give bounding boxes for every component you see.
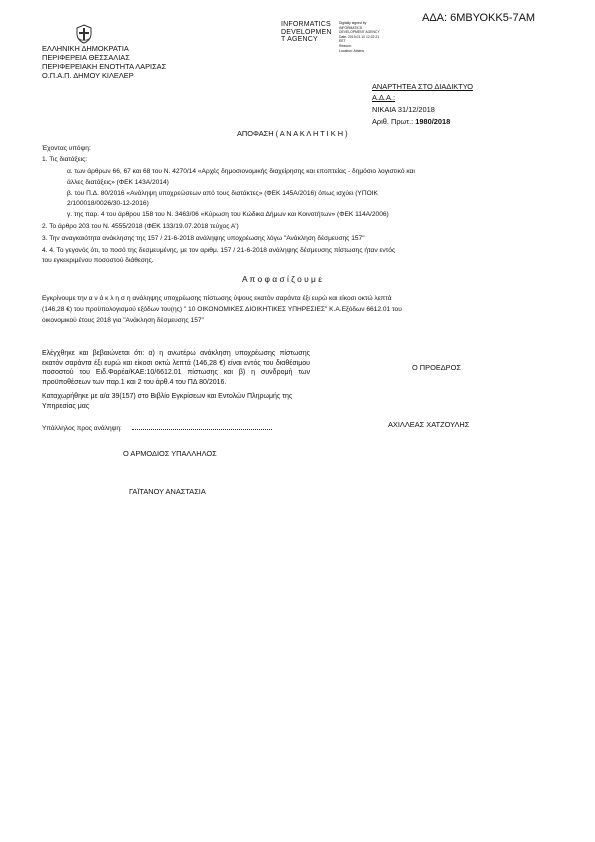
consideration-1a-cont: άλλες διατάξεις» (ΦΕΚ 143Α/2014) [67,179,169,186]
posting-ada-label: Α.Δ.Α.: [372,93,396,102]
decision-title: ΑΠΟΦΑΣΗ ( Α Ν Α Κ Λ Η Τ Ι Κ Η ) [237,129,348,138]
decide-heading: Α π ο φ α σ ί ζ ο υ μ ε [242,274,322,284]
protocol-line [372,117,450,126]
consideration-1a: α. των άρθρων 66, 67 και 68 του Ν. 4270/14 «Αρχές δημοσιονομικής διαχείρησης και εποπτείας - δημόσιο λογιστικό και [67,168,415,175]
issuer-block [42,44,166,80]
consideration-2: 2. Το άρθρο 203 του Ν. 4555/2018 (ΦΕΚ 133/19.07.2018 τεύχος Α') [42,223,239,230]
decision-body-line: Εγκρίνουμε την α ν ά κ λ η σ η ανάληψης υποχρέωσης πίστωσης ύψους εκατόν σαράντα έξι ευρώ και είκοσι οκτώ λεπτά [42,295,392,302]
posting-header: ΑΝΑΡΤΗΤΕΑ ΣΤΟ ΔΙΑΔΙΚΤΥΟ [372,82,473,91]
signature-details: Digitally signed by INFORMATICS DEVELOPMENT AGENCY Date: 2019.01.10 12:22:21 EET Reason: Location: Athens [339,21,380,53]
president-name: ΑΧΙΛΛΕΑΣ ΧΑΤΖΟΥΛΗΣ [388,420,470,429]
digital-signature-stamp [281,21,391,51]
consideration-1b: β. του Π.Δ. 80/2016 «Ανάληψη υποχρεώσεων από τους διατάκτες» (ΦΕΚ 145Α/2016) όπως ισχύει (ΥΠΟΙΚ [67,190,378,197]
considerations-intro: Έχοντας υπόψη: [42,145,91,152]
verification-text: Ελέγχθηκε και βεβαιώνεται ότι: α) η ανωτέρω ανάκληση υποχρέωσης πίστωσης εκατόν σαράντα έξι ευρώ και είκοσι οκτώ λεπτά (146,28 €) είναι εντός του διαθέσιμου ποσοστού του Ειδ.Φορέα/ΚΑΕ:10/6612.01 πίστωσης και β) η συνδρομή των προϋποθέσεων των παρ.1 και 2 του άρθ.4 του ΠΔ 80/2016. [42,350,310,386]
president-title: Ο ΠΡΟΕΔΡΟΣ [412,363,461,372]
consideration-4-cont: του εγκεκριμένου ποσοστού διάθεσης. [42,257,154,264]
signature-name: INFORMATICS DEVELOPMEN T AGENCY [281,21,332,44]
ada-stamp: ΑΔΑ: 6ΜΒΥΟΚΚ5-7ΑΜ [422,12,536,24]
consideration-1: 1. Τις διατάξεις: [42,156,88,163]
official-name: ΓΑΪΤΑΝΟΥ ΑΝΑΣΤΑΣΙΑ [129,487,206,496]
issuer-line: ΕΛΛΗΝΙΚΗ ΔΗΜΟΚΡΑΤΙΑ [42,44,129,53]
employee-label: Υπάλληλος πρoς ανάληψη: [42,425,122,432]
employee-line [42,423,272,433]
employee-signature-line [132,423,272,430]
consideration-4: 4. 4. Το γεγονός ότι, το ποσό της δεσμευμένης, με τον αριθμ. 157 / 21-6-2018 ανάληψης δέσμευσης πίστωσης ήταν εντός [42,247,396,254]
hellenic-emblem-icon [75,24,93,44]
registry-text: Καταχωρήθηκε με α/α 39(157) στο Βιβλίο Εγκρίσεων και Εντολών Πληρωμής της Υπηρεσίας μας [42,393,293,410]
decision-body-line: οικονομικού έτους 2018 για "Ανάκληση δέσμευσης 157" [42,317,204,324]
consideration-3: 3. Την αναγκαιότητα ανάκλησης της 157 / 21-6-2018 ανάληψης υποχρέωσης λόγω "Ανάκληση δέσμευσης 157" [42,235,365,242]
consideration-1b-cont: 2/100018/0026/30-12-2016) [67,200,149,207]
official-title: Ο ΑΡΜΟΔΙΟΣ ΥΠΑΛΛΗΛΟΣ [123,449,217,458]
protocol-label: Αριθ. Πρωτ.: [372,117,414,126]
decision-body-line: (146,28 €) του προϋπολογισμού εξόδων του(ης) " 10 ΟΙΚΟΝΟΜΙΚΕΣ ΔΙΟΙΚΗΤΙΚΕΣ ΥΠΗΡΕΣΙΕΣ" Κ.Α.Εξόδων 6612.01 του [42,306,402,313]
issuer-line: ΠΕΡΙΦΕΡΕΙΑ ΘΕΣΣΑΛΙΑΣ [42,53,130,62]
place-date: ΝΙΚΑΙΑ 31/12/2018 [372,105,435,114]
issuer-line: Ο.Π.Α.Π. ΔΗΜΟΥ ΚΙΛΕΛΕΡ [42,71,134,80]
protocol-number: 1980/2018 [415,117,451,126]
consideration-1c: γ. της παρ. 4 του άρθρου 158 του Ν. 3463/06 «Κύρωση του Κώδικα Δήμων και Κοινοτήτων» (ΦΕΚ 114Α/2006) [67,211,389,218]
issuer-line: ΠΕΡΙΦΕΡΕΙΑΚΗ ΕΝΟΤΗΤΑ ΛΑΡΙΣΑΣ [42,62,167,71]
